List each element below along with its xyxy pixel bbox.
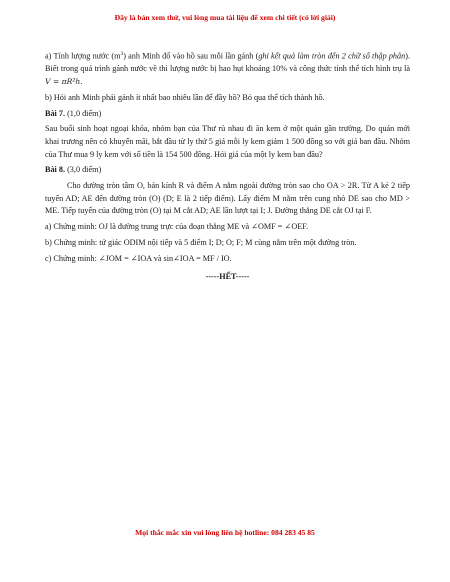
exercise-8-part-a: a) Chứng minh: OJ là đường trung trực của đoạn thẳng ME và ∠OMF = ∠OEF. bbox=[45, 222, 309, 232]
exercise-points: (1,0 điểm) bbox=[65, 108, 102, 118]
document-body bbox=[45, 50, 410, 284]
text-segment: ). Biết trong quá trình gánh nước về thì lượng nước bị hao hụt khoảng 10% và công thức tính thể tích hình trụ là bbox=[45, 51, 410, 74]
hotline-notice: Mọi thắc mắc xin vui lòng liên hệ hotline: 084 283 45 85 bbox=[135, 528, 315, 537]
volume-formula: V = πR²h bbox=[45, 77, 81, 87]
paragraph-part-a bbox=[45, 50, 410, 89]
preview-notice: Đây là bản xem thử, vui lòng mua tài liệu để xem chi tiết (có lời giải) bbox=[114, 13, 336, 22]
text-segment: a) Tính lượng nước (m bbox=[45, 51, 121, 61]
exercise-7-heading bbox=[45, 108, 410, 121]
exercise-points: (3,0 điểm) bbox=[65, 165, 102, 175]
text-segment: . bbox=[80, 77, 83, 87]
paragraph-part-b: b) Hỏi anh Minh phải gánh ít nhất bao nhiêu lần để đầy hồ? Bỏ qua thể tích thành hồ. bbox=[45, 92, 325, 102]
exercise-title: Bài 7. bbox=[45, 108, 66, 118]
end-mark: -----HẾT----- bbox=[205, 272, 250, 282]
exercise-8-heading bbox=[45, 164, 410, 177]
text-segment: ) anh Minh đổ vào hồ sau mỗi lần gánh ( bbox=[123, 51, 259, 61]
italic-note: ghi kết quả làm tròn đến 2 chữ số thập phân bbox=[258, 51, 406, 61]
exercise-8-part-b: b) Chứng minh: tứ giác ODIM nội tiếp và 5 điểm I; D; O; F; M cùng nằm trên một đường tròn. bbox=[45, 237, 357, 247]
exercise-7-text: Sau buổi sinh hoạt ngoại khóa, nhóm bạn của Thư rủ nhau đi ăn kem ở một quán gần trường. Do quán mới khai trương nên có khuyến mãi, bắt đầu từ ly thứ 5 giá mỗi ly kem giảm 1 500 đồng so với giá ban đầu. Nhóm của Thư mua 9 ly kem với số tiền là 154 500 đồng. Hỏi giá của một ly kem ban đầu? bbox=[45, 124, 410, 159]
superscript: 3 bbox=[120, 51, 124, 57]
exercise-title: Bài 8. bbox=[45, 165, 66, 175]
exercise-8-part-c: c) Chứng minh: ∠JOM = ∠IOA và sin∠IOA = MF / IO. bbox=[45, 253, 232, 263]
exercise-8-text: Cho đường tròn tâm O, bán kính R và điểm A nằm ngoài đường tròn sao cho OA > 2R. Từ A kẻ 2 tiếp tuyến AD; AE đến đường tròn (O) (D; E là 2 tiếp điểm). Lấy điểm M nằm trên cung nhỏ DE sao cho MD > ME. Tiếp tuyến của đường tròn (O) tại M cắt AD; AE lần lượt tại I; J. Đường thẳng DE cắt OJ tại F. bbox=[45, 181, 410, 216]
